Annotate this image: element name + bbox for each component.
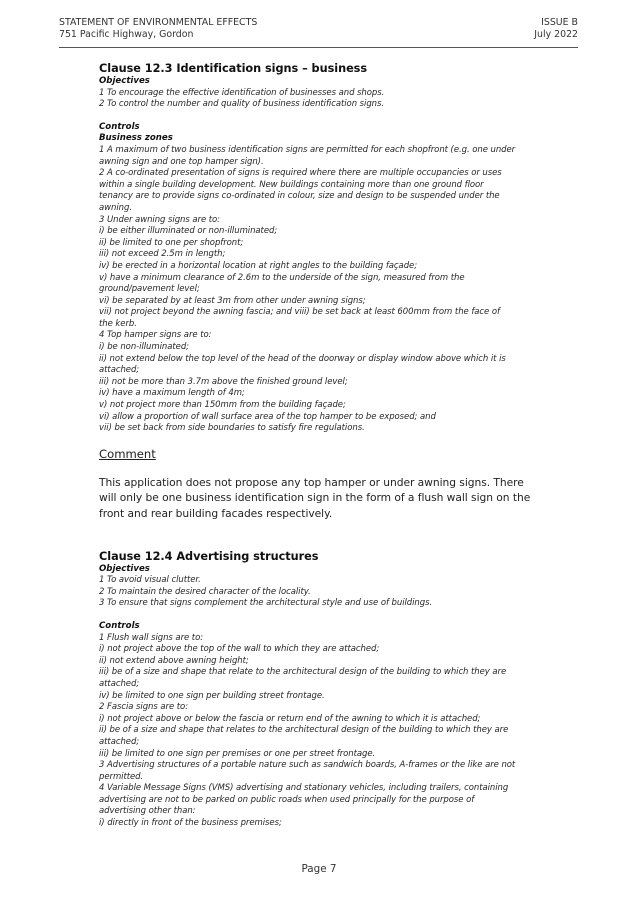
clause-12-4-title: Clause 12.4 Advertising structures — [99, 549, 319, 563]
clause-12-4-section — [99, 550, 561, 830]
list-item: within a single building development. New buildings containing more than one ground floor — [99, 179, 484, 190]
list-item: 2 To control the number and quality of business identification signs. — [99, 99, 385, 110]
header-date: July 2022 — [534, 28, 578, 40]
list-item: 1 A maximum of two business identification signs are permitted for each shopfront (e.g. one under — [99, 144, 516, 155]
list-item: 3 Under awning signs are to: — [99, 214, 220, 225]
clause-12-4-controls-label: Controls — [99, 620, 140, 631]
list-item: i) directly in front of the business premises; — [99, 818, 282, 829]
list-item: vi) allow a proportion of wall surface area of the top hamper to be exposed; and — [99, 411, 436, 422]
comment-line: This application does not propose any top hamper or under awning signs. There — [99, 475, 524, 489]
list-item: attached; — [99, 736, 140, 747]
list-item: 1 To avoid visual clutter. — [99, 575, 201, 586]
list-item: iv) have a maximum length of 4m; — [99, 388, 245, 399]
list-item: tenancy are to provide signs co-ordinated in colour, size and design to be suspended under the — [99, 191, 500, 202]
header-divider — [59, 47, 578, 48]
list-item: iii) not exceed 2.5m in length; — [99, 249, 226, 260]
list-item: vi) be separated by at least 3m from other under awning signs; — [99, 295, 366, 306]
list-item: 4 Variable Message Signs (VMS) advertising and stationary vehicles, including trailers, containing — [99, 783, 509, 794]
list-item: 2 To maintain the desired character of the locality. — [99, 586, 311, 597]
list-item: 2 Fascia signs are to: — [99, 702, 188, 713]
list-item: iii) be of a size and shape that relate to the architectural design of the building to which they are — [99, 667, 507, 678]
list-item: v) have a minimum clearance of 2.6m to the underside of the sign, measured from the — [99, 272, 465, 283]
list-item: i) not project above the top of the wall to which they are attached; — [99, 644, 380, 655]
header-left — [59, 17, 257, 41]
list-item: vii) be set back from side boundaries to satisfy fire regulations. — [99, 423, 365, 434]
list-item: vii) not project beyond the awning fascia; and viii) be set back at least 600mm from the face of — [99, 307, 500, 318]
list-item: iv) be limited to one sign per building street frontage. — [99, 690, 325, 701]
list-item: iii) not be more than 3.7m above the finished ground level; — [99, 376, 348, 387]
clause-12-3-objectives-list — [99, 88, 561, 111]
comment-heading: Comment — [99, 446, 156, 461]
list-item: attached; — [99, 678, 140, 689]
list-item: ii) be limited to one per shopfront; — [99, 237, 244, 248]
clause-12-3-business-zones-label: Business zones — [99, 133, 173, 144]
list-item: 2 A co-ordinated presentation of signs is required where there are multiple occupancies or uses — [99, 168, 502, 179]
clause-12-4-objectives-list — [99, 575, 561, 610]
list-item: v) not project more than 150mm from the building façade; — [99, 400, 346, 411]
list-item: i) be non-illuminated; — [99, 342, 189, 353]
list-item: 4 Top hamper signs are to: — [99, 330, 212, 341]
clause-12-4-controls-list — [99, 633, 561, 830]
clause-12-3-controls-list — [99, 145, 561, 435]
list-item: advertising other than: — [99, 806, 196, 817]
clause-12-4-objectives-label: Objectives — [99, 563, 150, 574]
comment-line: front and rear building facades respectively. — [99, 507, 333, 520]
page-content — [99, 62, 561, 830]
list-item: awning. — [99, 202, 132, 213]
comment-line: will only be one business identification sign in the form of a flush wall sign on the — [99, 491, 531, 505]
list-item: ii) not extend below the top level of the head of the doorway or display window above which it is — [99, 353, 506, 364]
header-address: 751 Pacific Highway, Gordon — [59, 28, 194, 40]
list-item: iii) be limited to one sign per premises or one per street frontage. — [99, 748, 376, 759]
list-item: attached; — [99, 365, 140, 376]
list-item: iv) be erected in a horizontal location at right angles to the building façade; — [99, 260, 418, 271]
list-item: 3 To ensure that signs complement the architectural style and use of buildings. — [99, 598, 433, 609]
list-item: 1 Flush wall signs are to: — [99, 632, 204, 643]
list-item: the kerb. — [99, 318, 137, 329]
clause-12-3-section — [99, 62, 561, 435]
list-item: awning sign and one top hamper sign). — [99, 156, 264, 167]
comment-body — [99, 475, 561, 522]
clause-12-3-title: Clause 12.3 Identification signs – business — [99, 62, 368, 75]
list-item: advertising are not to be parked on public roads when used principally for the purpose of — [99, 794, 475, 805]
list-item: i) not project above or below the fascia or return end of the awning to which it is attached; — [99, 713, 481, 724]
comment-section — [99, 447, 561, 522]
list-item: 3 Advertising structures of a portable nature such as sandwich boards, A-frames or the like are not — [99, 760, 516, 771]
list-item: permitted. — [99, 771, 144, 782]
clause-12-3-controls-label: Controls — [99, 121, 140, 132]
list-item: i) be either illuminated or non-illuminated; — [99, 226, 278, 237]
page-number: Page 7 — [301, 863, 337, 875]
clause-12-3-objectives-label: Objectives — [99, 76, 150, 86]
header-right — [534, 17, 578, 41]
list-item: ii) be of a size and shape that relates to the architectural design of the building to which they are — [99, 725, 509, 736]
header-document-title: STATEMENT OF ENVIRONMENTAL EFFECTS — [59, 17, 258, 28]
list-item: ground/pavement level; — [99, 284, 200, 295]
header-issue: ISSUE B — [541, 17, 578, 28]
list-item: 1 To encourage the effective identification of businesses and shops. — [99, 87, 385, 98]
list-item: ii) not extend above awning height; — [99, 655, 249, 666]
